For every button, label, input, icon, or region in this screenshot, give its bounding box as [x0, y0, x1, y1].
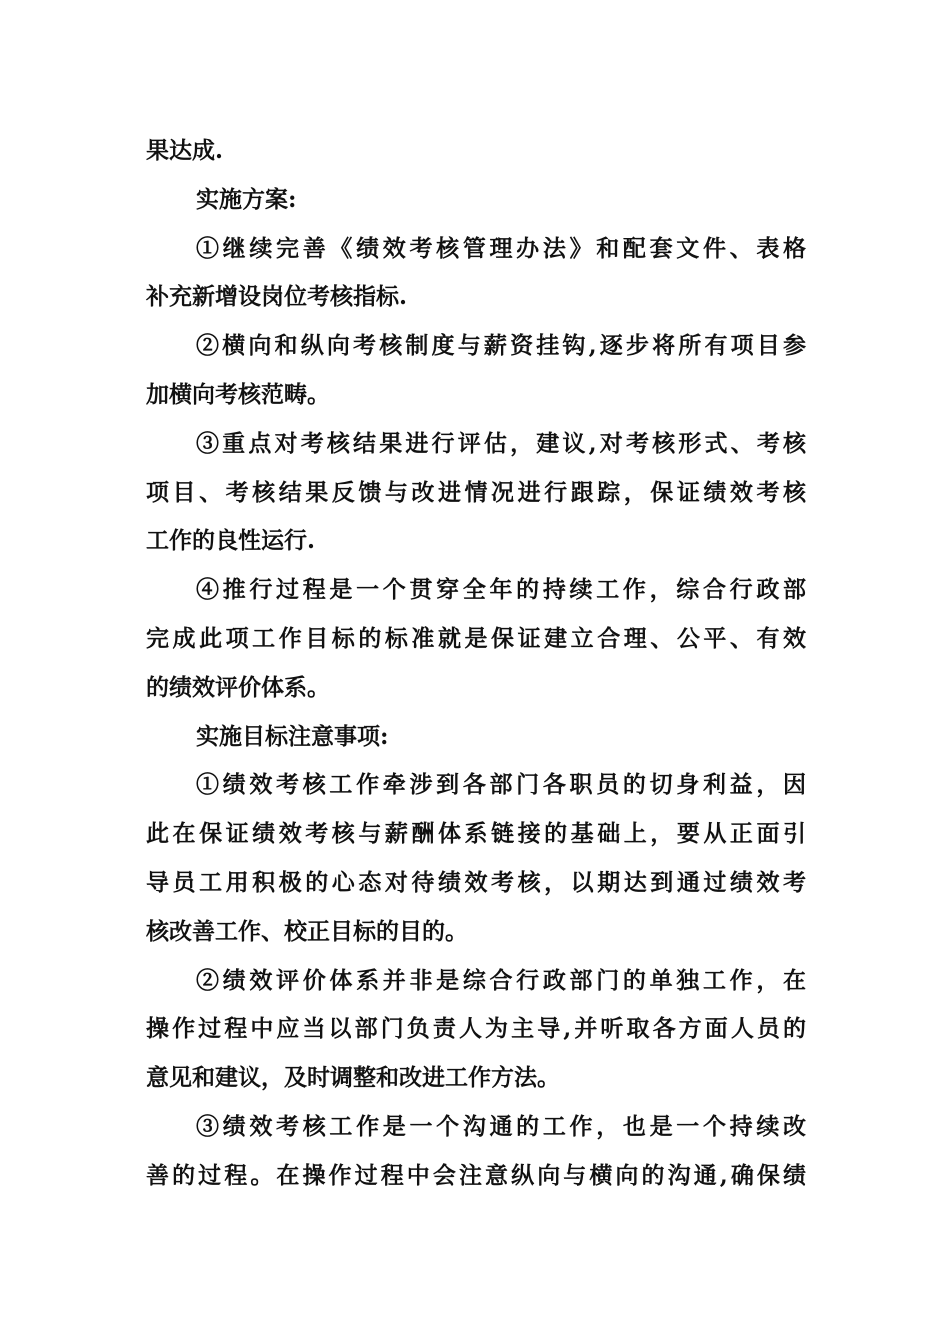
text-line: 的绩效评价体系。 — [146, 673, 330, 701]
text-line: ②绩效评价体系并非是综合行政部门的单独工作，在 — [196, 966, 806, 994]
section-heading: 实施目标注意事项: — [196, 722, 389, 750]
section-heading: 实施方案: — [196, 185, 297, 213]
text-line: 善的过程。在操作过程中会注意纵向与横向的沟通,确保绩 — [146, 1161, 806, 1189]
text-line: 操作过程中应当以部门负责人为主导,并听取各方面人员的 — [146, 1015, 806, 1043]
text-line: 果达成. — [146, 137, 224, 164]
text-line: 意见和建议，及时调整和改进工作方法。 — [146, 1064, 560, 1092]
text-line: 此在保证绩效考核与薪酬体系链接的基础上，要从正面引 — [146, 820, 806, 848]
text-line: 补充新增设岗位考核指标. — [146, 283, 408, 311]
text-line: ①绩效考核工作牵涉到各部门各职员的切身利益，因 — [196, 771, 806, 799]
text-line: ③重点对考核结果进行评估，建议,对考核形式、考核 — [196, 429, 806, 457]
text-line: 完成此项工作目标的标准就是保证建立合理、公平、有效 — [146, 624, 806, 652]
text-line: 工作的良性运行. — [146, 527, 316, 555]
text-line: ③绩效考核工作是一个沟通的工作，也是一个持续改 — [196, 1112, 806, 1140]
document-body — [146, 127, 806, 1201]
text-line: 核改善工作、校正目标的目的。 — [146, 917, 468, 945]
text-line: ②横向和纵向考核制度与薪资挂钩,逐步将所有项目参 — [196, 332, 806, 360]
text-line: ④推行过程是一个贯穿全年的持续工作，综合行政部 — [196, 576, 806, 604]
text-line: 加横向考核范畴。 — [146, 380, 330, 408]
text-line: 项目、考核结果反馈与改进情况进行跟踪，保证绩效考核 — [146, 478, 806, 506]
text-line: ①继续完善《绩效考核管理办法》和配套文件、表格 — [196, 234, 806, 262]
text-line: 导员工用积极的心态对待绩效考核，以期达到通过绩效考 — [146, 868, 806, 896]
